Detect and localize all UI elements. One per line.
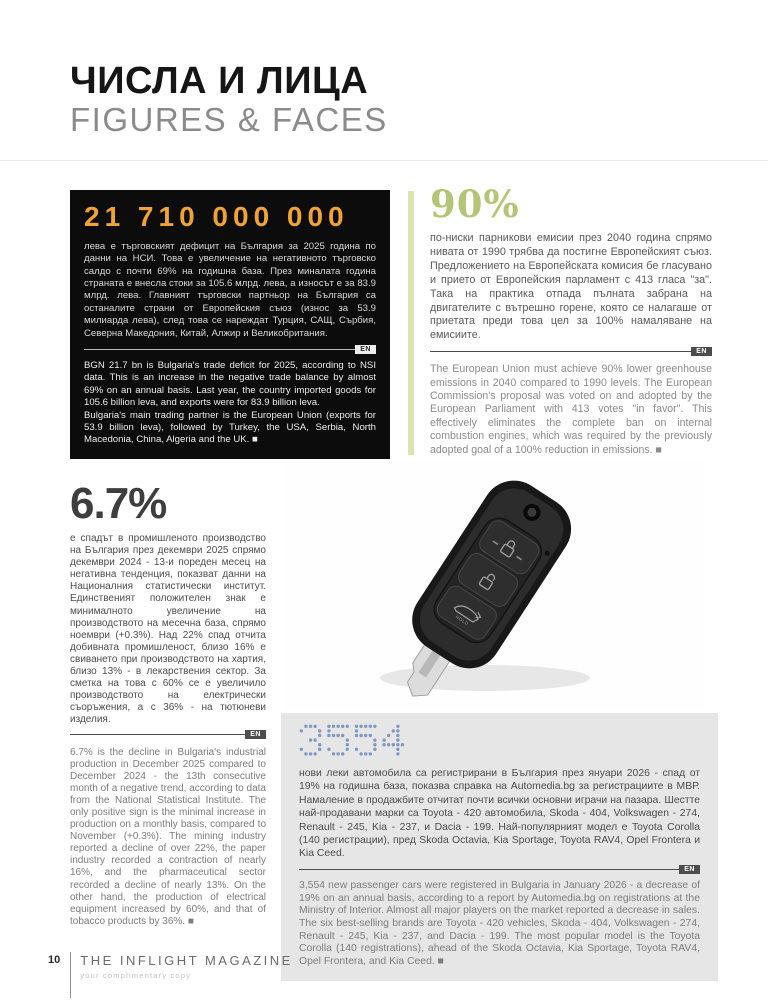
divider-line bbox=[84, 349, 355, 350]
en-badge: EN bbox=[245, 730, 266, 739]
emissions-text-en: The European Union must achieve 90% lower greenhouse emissions in 2040 compared to 1990 levels. The European Commission's proposal was voted on and adopted by the European Parliament with 413 votes "in favor". This effectively eliminates the complete ban on internal combustion engines, which was required by the previously adopted goal of a 100% reduction in emissions. ■ bbox=[430, 363, 712, 456]
page-subtitle: FIGURES & FACES bbox=[70, 101, 388, 138]
divider-line bbox=[430, 351, 691, 352]
en-badge: EN bbox=[679, 865, 700, 874]
emissions-text-bg: по-ниски парникови емисии през 2040 година спрямо нивата от 1990 трябва да постигне Европейският съюз. Предложението на Европейската комисия бе гласувано и прието от Европейския парламент с 413 гласа "за". Така на практика отпада пълната забрана на двигателите с вътрешно горене, която се налагаше от приетата преди това цел за 100% намаляване на емисиите. bbox=[430, 232, 712, 342]
trade-deficit-text-en-1: BGN 21.7 bn is Bulgaria's trade deficit for 2025, according to NSI data. This is an increase in the negative trade balance by almost 69% on an annual basis. Last year, the country imported goods for 105.6 billion leva, and exports were for 83.9 billion leva. bbox=[84, 360, 376, 409]
footer-tagline: your complimentary copy bbox=[80, 971, 192, 980]
en-badge: EN bbox=[691, 347, 712, 356]
emissions-accent-bar bbox=[408, 191, 414, 455]
trade-deficit-card bbox=[70, 190, 390, 459]
cars-number-dot-matrix bbox=[299, 724, 700, 758]
top-rule bbox=[0, 160, 768, 161]
emissions-number: 90% bbox=[430, 182, 520, 226]
cars-card bbox=[281, 713, 718, 981]
industry-section bbox=[70, 479, 266, 928]
trade-deficit-text-bg: лева е търговският дефицит на България за 2025 година по данни на НСИ. Това е увеличение на негативното търговско салдо с почти 69% на годишна база. През миналата година страната е внесла стоки за 105.6 млрд. лева, а износът е за 83.9 млрд. лева. Главният търговски партньор на България са останалите страни от Европейския съюз (износ за 53.9 милиарда лева), след това се нареждат Турция, САЩ, Сърбия, Северна Македония, Китай, Алжир и Великобритания. bbox=[84, 240, 376, 339]
industry-text-en: 6.7% is the decline in Bulgaria's industrial production in December 2025 compared to December 2024 - the 13th consecutive month of a negative trend, according to data from the National Statistical Institute. The only positive sign is the minimal increase in production on a monthly basis, compared to November (+0.3%). The mining industry reported a decline of over 22%, the paper industry recorded a contraction of nearly 16%, and the pharmaceutical sector recorded a decline of nearly 13%. On the other hand, the production of electrical equipment increased by 60%, and that of tobacco products by 36%. ■ bbox=[70, 746, 266, 927]
language-divider bbox=[430, 347, 712, 356]
language-divider bbox=[299, 865, 700, 874]
trade-deficit-text-en-2: Bulgaria's main trading partner is the European Union (exports for 53.9 billion leva), followed by Turkey, the USA, Serbia, North Macedonia, China, Algeria and the UK. ■ bbox=[84, 409, 376, 446]
car-key-photo bbox=[285, 462, 705, 710]
divider-line bbox=[70, 734, 245, 735]
trade-deficit-number: 21 710 000 000 bbox=[84, 201, 349, 232]
masthead bbox=[70, 62, 388, 138]
footer-magazine-title: THE INFLIGHT MAGAZINE bbox=[80, 953, 293, 968]
car-key-image bbox=[285, 462, 705, 710]
en-badge: EN bbox=[355, 345, 376, 354]
cars-text-en: 3,554 new passenger cars were registered in Bulgaria in January 2026 - a decrease of 19% on an annual basis, according to a report by Automedia.bg on registrations at the Ministry of Interior. Almost all major players on the market reported a decrease in sales. The six best-selling brands are Toyota - 420 vehicles, Skoda - 404, Volkswagen - 274, Renault - 245, Kia - 237, and Dacia - 199. The most popular model is the Toyota Corolla (140 registrations), ahead of the Skoda Octavia, Kia Sportage, Toyota RAV4, Opel Frontera, and Kia Ceed. ■ bbox=[299, 879, 700, 968]
language-divider bbox=[84, 345, 376, 354]
svg-text:HOLD: HOLD bbox=[454, 614, 470, 627]
emissions-section bbox=[430, 182, 712, 457]
industry-number: 6.7% bbox=[70, 479, 167, 528]
page-title: ЧИСЛА И ЛИЦА bbox=[70, 60, 369, 102]
divider-line bbox=[299, 869, 679, 870]
cars-text-bg: нови леки автомобила са регистрирани в България през януари 2026 - спад от 19% на годишна база, показва справка на Automedia.bg за регистрациите в МВР. Намаление в продажбите отчитат почти всички основни играчи на пазара. Шестте най-продавани марки са Toyota - 420 автомобила, Skoda - 404, Volkswagen - 274, Renault - 245, Kia - 237, и Dacia - 199. Най-популярният модел е Toyota Corolla (140 регистрации), пред Skoda Octavia, Kia Sportage, Toyota RAV4, Opel Frontera и Kia Ceed. bbox=[299, 768, 700, 860]
language-divider bbox=[70, 730, 266, 739]
footer-divider bbox=[70, 952, 71, 998]
footer-page-number: 10 bbox=[48, 954, 61, 966]
page-footer bbox=[48, 952, 293, 998]
industry-text-bg: е спадът в промишленото производство на България през декември 2025 спрямо декември 2024 - 13-и пореден месец на негативна тенденция, показват данни на Националния статистически институт. Единственият положителен знак е минималното увеличение на производството на месечна база, спрямо ноември (+0.3%). Над 22% спад отчита добивната промишленост, близо 16% е свиването при производството на хартия, близо 13% - в лекарствения сектор. За сметка на това с 60% се е увеличило производството на електрически съоръжения, а с 36% - на тютюневи изделия. bbox=[70, 533, 266, 726]
